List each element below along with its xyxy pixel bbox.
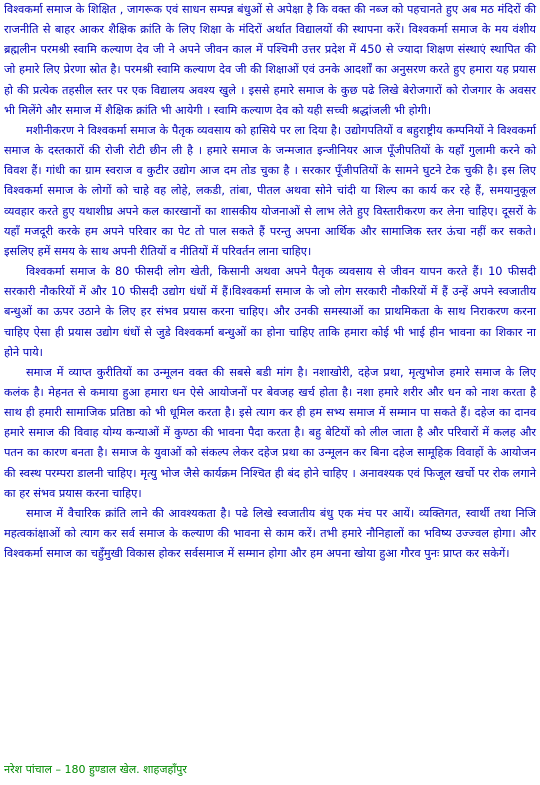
paragraph-mechanization: मशीनीकरण ने विश्वकर्मा समाज के पैतृक व्यवसाय को हासिये पर ला दिया है। उद्योगपतियों व बहुराष्ट्रीय कम्पनियों ने विश्वकर्मा समाज के दस्तकारों की रोजी रोटी छीन ली है । हमारे समाज के जन्मजात इन्जीनियर आज पूँजीपतियों के यहाँ गुलामी करने को विवश हैं। गांधी का ग्राम स्वराज व कुटीर उद्योग आज दम तोड चुका है । सरकार पूँजीपतियों के सामने घुटने टेक चुकी है। इस लिए विश्वकर्मा समाज के लोगों को चाहे वह लोहे, लकडी, तांबा, पीतल अथवा सोने चांदी या शिल्प का कार्य कर रहे हैं, समयानुकूल व्यवहार करते हुए यथाशीघ्र अपने कल कारखानों का शासकीय योजनाओं से लाभ लेते हुए विस्तारीकरण कर लेना चाहिए। दूसरों के यहाँ मजदूरी करके हम अपने परिवार का पेट तो पाल सकते हैं परन्तु अपना आर्थिक और सामाजिक स्तर ऊंचा नहीं कर सकते। इसलिए हमें समय के साथ अपनी रीतियों व नीतियों में परिवर्तन लाना चाहिए। [4,123,536,258]
paragraph-ideological-revolution: समाज में वैचारिक क्रांति लाने की आवश्यकता है। पढे लिखे स्वजातीय बंधु एक मंच पर आयें। व्यक्तिगत, स्वार्थी तथा निजि महत्वकांक्षाओं को त्याग कर सर्व समाज के कल्याण की भावना से काम करें। तभी हमारे नौनिहालों का भविष्य उज्ज्वल होगा। और विश्वकर्मा समाज का चहुँमुखी विकास होकर सर्वसमाज में सम्मान होगा और हम अपना खोया हुआ गौरव पुनः प्राप्त कर सकेगें। [4,506,536,561]
paragraph-education: विश्वकर्मा समाज के शिक्षित , जागरूक एवं साधन सम्पन्न बंधुओं से अपेक्षा है कि वक्त की नब्ज को पहचानते हुए अब मठ मंदिरों की राजनीति से बाहर आकर शैक्षिक क्रांति के लिए शिक्षा के मंदिरों अर्थात विद्यालयों की स्थापना करें। विश्वकर्मा समाज के मय वंशीय ब्रह्मलीन परमश्री स्वामि कल्याण देव जी ने अपने जीवन काल में पश्चिमी उत्तर प्रदेश में 450 से ज्यादा शिक्षण संस्थाएं स्थापित की जो हमारे लिए प्रेरणा स्रोत है। परमश्री स्वामि कल्याण देव जी की शिक्षाओं एवं उनके आदर्शों का अनुसरण करते हुए हमारा यह प्रयास हो की प्रत्येक तहसील स्तर पर एक विद्यालय अवश्य खुले । इससे हमारे समाज के कुछ पढे लिखे बेरोजगारों को रोजगार के अवसर भी मिलेंगे और समाज में शैक्षिक क्रांति भी आयेगी । स्वामि कल्याण देव को यही सच्ची श्रद्धांजली भी होगी। [4,3,536,117]
article-body [4,0,536,564]
paragraph-employment: विश्वकर्मा समाज के 80 फीसदी लोग खेती, किसानी अथवा अपने पैतृक व्यवसाय से जीवन यापन करते हैं। 10 फीसदी सरकारी नौकरियों में और 10 फीसदी उद्योग धंधों में हैं।विश्वकर्मा समाज के जो लोग सरकारी नौकरियों में हैं उन्हें अपने स्वजातीय बन्धुओं का ऊपर उठाने के लिए हर संभव प्रयास करना चाहिए। और उनकी समस्याओं का प्राथमिकता के साथ निराकरण करना चाहिए ऐसा ही प्रयास उद्योग धंधों से जुडे विश्वकर्मा बन्धुओं का होना चाहिए ताकि हमारा कोई भी भाई हीन भावना का शिकार ना होने पाये। [4,265,536,359]
author-signature: नरेश पांचाल – 180 हुण्डाल खेल. शाहजहाँपुर [4,763,187,776]
paragraph-social-evils: समाज में व्याप्त कुरीतियों का उन्मूलन वक्त की सबसे बडी मांग है। नशाखोरी, दहेज प्रथा, मृत्युभोज हमारे समाज के लिए कलंक है। मेहनत से कमाया हुआ हमारा धन ऐसे आयोजनों पर बेवजह खर्च होता है। नशा हमारे शरीर और धन को नाश करता है साथ ही हमारी सामाजिक प्रतिष्ठा को भी धूमिल करता है। इसे त्याग कर ही हम सभ्य समाज में सम्मान पा सकते हैं। दहेज का दानव हमारे समाज की विवाह योग्य कन्याओं में कुण्ठा की भावना पैदा करता है। बहु बेटियों को लील जाता है और परिवारों में कलह और पतन का कारण बनता है। समाज के युवाओं को संकल्प लेकर दहेज प्रथा का उन्मूलन कर बिना दहेज सामूहिक विवाहों के आयोजन की स्वस्थ परम्परा डालनी चाहिए। मृत्यु भोज जैसे कार्यक्रम निश्चित ही बंद होने चाहिए । अनावश्यक एवं फिजूल खर्चो पर रोक लगाने का हर संभव प्रयास करना चाहिए। [4,365,536,500]
